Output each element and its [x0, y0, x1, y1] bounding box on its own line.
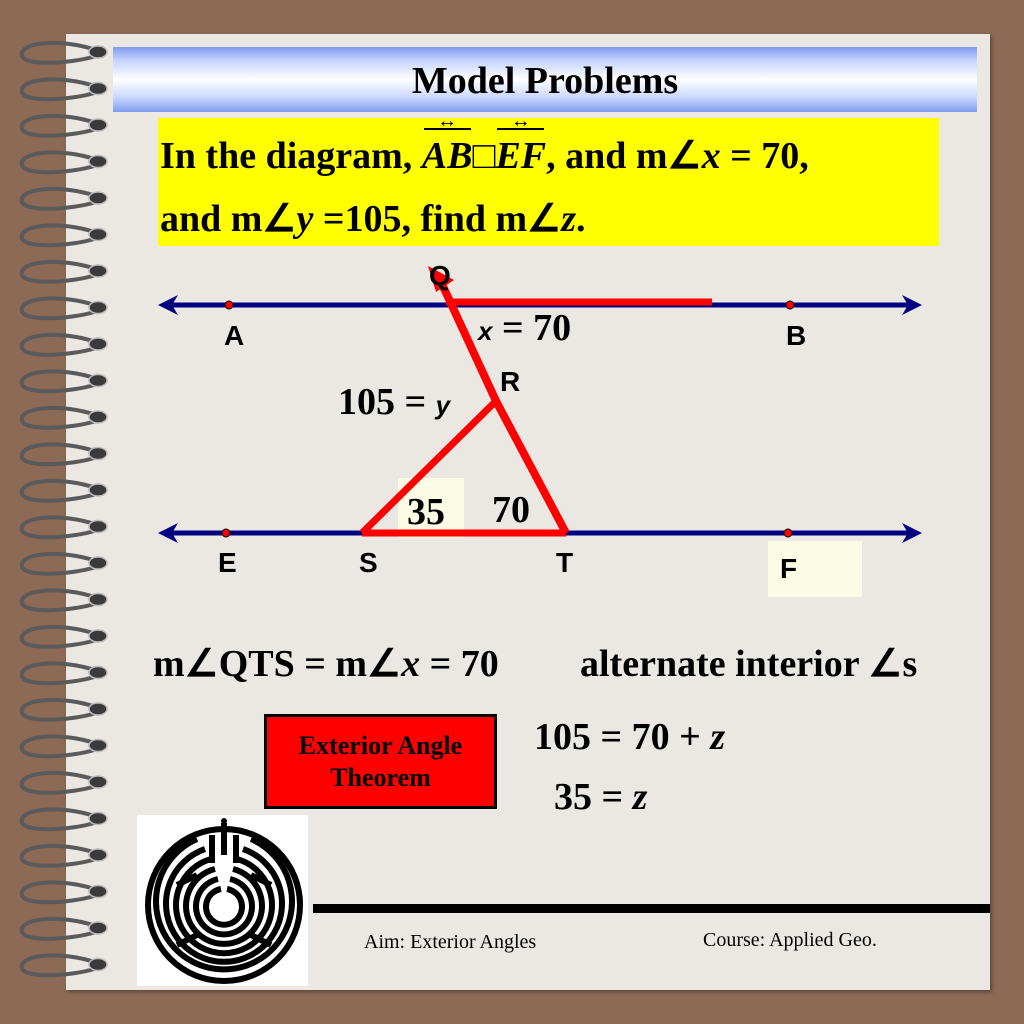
problem-text: =105, find m∠	[322, 198, 562, 240]
step-2	[534, 715, 725, 759]
parallel-symbol: □	[472, 135, 496, 177]
angle-t-value: 70	[492, 489, 530, 531]
step-2-equation: 105 = 70 +	[534, 716, 701, 758]
label-r: R	[500, 366, 521, 397]
label-e: E	[218, 547, 237, 578]
var-z: z	[632, 776, 648, 818]
page-title: Model Problems	[411, 60, 679, 102]
var-z: z	[710, 716, 726, 758]
var-x: x	[701, 135, 721, 177]
man-in-maze-icon	[137, 815, 308, 986]
line-ef-symbol: EF ↔	[495, 134, 546, 178]
footer-divider	[313, 904, 990, 913]
label-s: S	[359, 547, 378, 578]
var-z: z	[561, 198, 577, 240]
theorem-box	[264, 714, 497, 809]
maze-logo	[137, 815, 308, 986]
step-3	[554, 775, 647, 819]
angle-x-value: = 70	[501, 307, 572, 349]
point-e	[222, 529, 230, 537]
step-1-equation: m∠QTS = m∠	[153, 643, 402, 685]
step-1-reason: alternate interior ∠s	[580, 643, 918, 685]
problem-text: = 70,	[730, 135, 809, 177]
label-b: B	[786, 320, 807, 351]
point-a	[225, 301, 233, 309]
theorem-line-2: Theorem	[330, 762, 431, 792]
problem-text: , and m∠	[546, 135, 702, 177]
problem-text: and m∠	[160, 198, 297, 240]
var-x: x	[478, 316, 493, 346]
angle-s-value: 35	[407, 491, 445, 533]
label-q: Q	[429, 260, 451, 291]
var-y: y	[296, 198, 314, 240]
label-t: T	[556, 547, 574, 578]
footer-course: Course: Applied Geo.	[703, 929, 877, 951]
angle-y-label	[338, 380, 450, 424]
angle-y-value: 105 =	[338, 381, 427, 423]
var-y: y	[435, 390, 451, 420]
line-ab-symbol: AB ↔	[422, 134, 473, 178]
step-3-equation: 35 =	[554, 776, 624, 818]
label-f: F	[780, 553, 798, 584]
problem-text: In the diagram,	[160, 135, 413, 177]
step-1	[153, 641, 499, 686]
label-a: A	[224, 320, 245, 351]
problem-text: .	[576, 198, 586, 240]
point-f	[784, 529, 792, 537]
step-1-value: = 70	[429, 643, 499, 685]
angle-x-label	[478, 306, 571, 350]
theorem-line-1: Exterior Angle	[298, 731, 463, 761]
point-b	[786, 301, 794, 309]
var-x: x	[401, 643, 421, 685]
footer-aim: Aim: Exterior Angles	[364, 931, 537, 953]
